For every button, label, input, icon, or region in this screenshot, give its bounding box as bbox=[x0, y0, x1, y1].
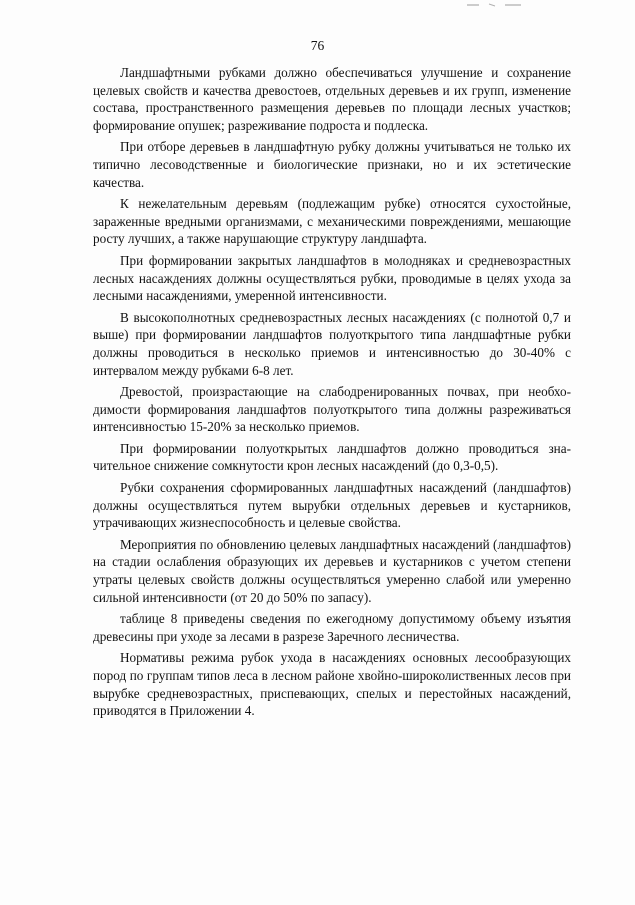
paragraph-undesirable-trees: К нежелательным деревьям (подлежащим рубке) относятся сухостойные, зараженные вредными организмами, с механическими повреждениями, мешающие росту лучших, а также нарушающие структуру ландшафта. bbox=[93, 196, 571, 247]
paragraph-table-8-reference: таблице 8 приведены сведения по ежегодному допустимому объему изъятия древесины при уходе за лесами в разрезе Заречного лесничества. bbox=[93, 611, 571, 644]
paragraph-closed-landscapes: При формировании закрытых ландшафтов в молодняках и средневозрастных лесных насаждениях должны осуществляться рубки, проводимые в целях ухода за лесными насаждениями, умеренной интенсивности. bbox=[93, 252, 571, 304]
paragraph-semi-open-landscapes: При формировании полуоткрытых ландшафтов должно проводиться значительное снижение сомкнутости крон лесных насаждений (до 0,3-0,5). bbox=[93, 440, 571, 474]
paragraph-appendix-4-reference: Нормативы режима рубок ухода в насаждениях основных лесообразующих пород по группам типов леса в лесном районе хвойно-широколиственных лесов при вырубке средневозрастных, приспевающих, спелых и перестойных насаждений, приводятся в Приложении 4. bbox=[93, 650, 571, 719]
page-number: 76 bbox=[310, 38, 325, 53]
body-text bbox=[93, 64, 571, 724]
paragraph-high-density-stands: В высокополнотных средневозрастных лесных насаждениях (с полнотой 0,7 и выше) при формировании ландшафтов полуоткрытого типа ландшафтные рубки должны проводиться в несколько приемов и интенсивностью до 30-40% с интервалом между рубками 6-8 лет. bbox=[93, 309, 571, 378]
paragraph-tree-selection: При отборе деревьев в ландшафтную рубку должны учитываться не только их типично лесоводственные и биологические признаки, но и их эстетические качества. bbox=[93, 139, 571, 190]
paragraph-poorly-drained-soils: Древостой, произрастающие на слабодренированных почвах, при необходимости формирования ландшафтов полуоткрытого типа должны разреживаться интенсивностью 15-20% за несколько приемов. bbox=[93, 384, 571, 435]
paragraph-preservation-cuttings: Рубки сохранения сформированных ландшафтных насаждений (ландшафтов) должны осуществляться путем вырубки отдельных деревьев и кустарников, утрачивающих жизнеспособность и целевые свойства. bbox=[93, 480, 571, 531]
scan-artifact-marks bbox=[465, 2, 525, 8]
paragraph-landscape-cuttings-purpose: Ландшафтными рубками должно обеспечиваться улучшение и сохранение целевых свойств и качества древостоев, отдельных деревьев и их групп, изменение состава, пространственного размещения деревьев по площади лесных участков; формирование опушек; разреживание подроста и подлеска. bbox=[93, 65, 571, 133]
paragraph-renewal-measures: Мероприятия по обновлению целевых ландшафтных насаждений (ландшафтов) на стадии ослабления образующих их деревьев и кустарников с учетом степени утраты целевых свойств должны осуществляться умеренно слабой или умеренно сильной интенсивности (от 20 до 50% по запасу). bbox=[93, 536, 571, 605]
